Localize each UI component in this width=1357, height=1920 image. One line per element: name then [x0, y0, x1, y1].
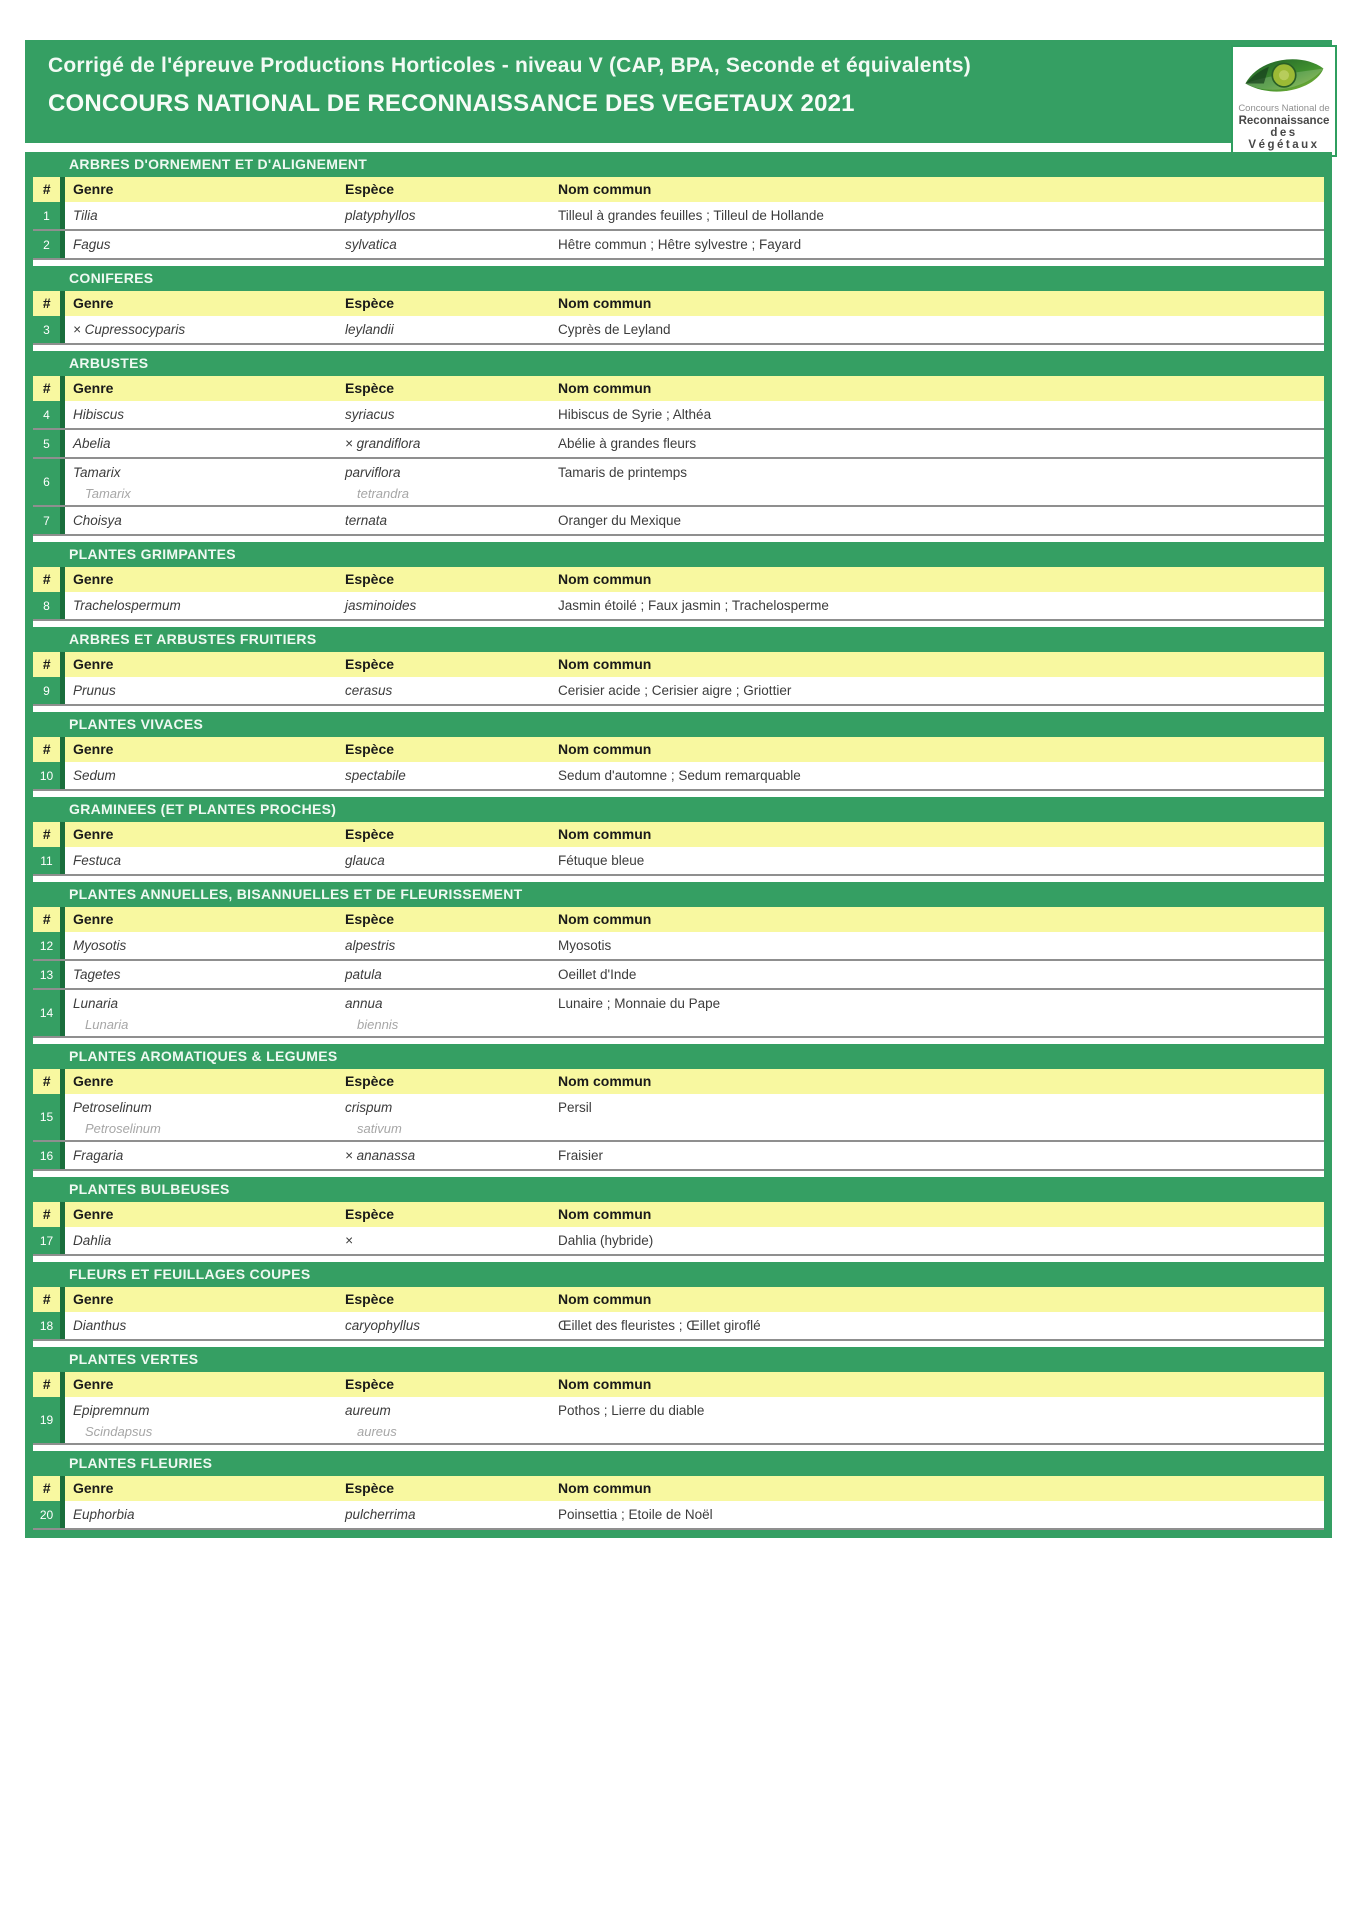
column-header-row	[33, 907, 1324, 932]
table-row	[33, 202, 1324, 231]
document-title: Corrigé de l'épreuve Productions Horticoles - niveau V (CAP, BPA, Seconde et équivalents)	[48, 54, 971, 77]
column-header-nom: Nom commun	[558, 656, 652, 672]
common-name: Jasmin étoilé ; Faux jasmin ; Trachelosperme	[558, 598, 829, 613]
espece-cell	[345, 231, 558, 258]
row-number: 18	[33, 1312, 65, 1339]
genre-accepted: Prunus	[73, 683, 116, 698]
genre-accepted: Abelia	[73, 436, 111, 451]
genre-accepted: Dianthus	[73, 1318, 127, 1333]
row-number: 3	[33, 316, 65, 343]
espece-accepted: pulcherrima	[345, 1507, 416, 1522]
table-section	[33, 266, 1324, 345]
column-header-num: #	[33, 177, 65, 202]
row-number: 17	[33, 1227, 65, 1254]
species-table	[25, 152, 1332, 1538]
column-header-espece: Espèce	[345, 380, 395, 396]
column-header-row	[33, 1069, 1324, 1094]
logo-text-line2: Reconnaissance	[1238, 115, 1330, 127]
row-number: 11	[33, 847, 65, 874]
espece-cell	[345, 990, 558, 1036]
espece-cell	[345, 430, 558, 457]
espece-accepted: × grandiflora	[345, 436, 421, 451]
table-row	[33, 1397, 1324, 1445]
common-name: Poinsettia ; Etoile de Noël	[558, 1507, 713, 1522]
table-row	[33, 677, 1324, 706]
espece-accepted: caryophyllus	[345, 1318, 421, 1333]
common-name-cell	[558, 1501, 1324, 1528]
table-section	[33, 627, 1324, 706]
column-header-genre: Genre	[73, 295, 114, 311]
espece-cell	[345, 1142, 558, 1169]
genre-accepted: Tamarix	[73, 465, 121, 480]
column-header-genre: Genre	[73, 1291, 114, 1307]
row-number: 4	[33, 401, 65, 428]
column-header-espece: Espèce	[345, 656, 395, 672]
column-header-genre: Genre	[73, 181, 114, 197]
common-name: Œillet des fleuristes ; Œillet giroflé	[558, 1318, 761, 1333]
column-header-num: #	[33, 376, 65, 401]
row-number: 20	[33, 1501, 65, 1528]
column-header-num: #	[33, 1287, 65, 1312]
column-header-nom: Nom commun	[558, 1291, 652, 1307]
genre-cell	[65, 401, 345, 428]
column-header-espece: Espèce	[345, 1376, 395, 1392]
row-number: 15	[33, 1094, 65, 1140]
table-section	[33, 351, 1324, 536]
genre-accepted: Festuca	[73, 853, 122, 868]
genre-accepted: × Cupressocyparis	[73, 322, 186, 337]
genre-accepted: Petroselinum	[73, 1100, 152, 1115]
column-header-num: #	[33, 567, 65, 592]
table-row	[33, 316, 1324, 345]
genre-synonym: Lunaria	[85, 1017, 129, 1032]
espece-cell	[345, 762, 558, 789]
section-title: PLANTES FLEURIES	[33, 1451, 1324, 1476]
common-name: Sedum d'automne ; Sedum remarquable	[558, 768, 801, 783]
genre-cell	[65, 202, 345, 229]
column-header-num: #	[33, 1202, 65, 1227]
column-header-genre: Genre	[73, 1376, 114, 1392]
common-name-cell	[558, 1397, 1324, 1443]
column-header-row	[33, 1202, 1324, 1227]
common-name: Cyprès de Leyland	[558, 322, 671, 337]
common-name: Oranger du Mexique	[558, 513, 682, 528]
row-number: 10	[33, 762, 65, 789]
espece-cell	[345, 932, 558, 959]
column-header-row	[33, 1476, 1324, 1501]
section-title: GRAMINEES (ET PLANTES PROCHES)	[33, 797, 1324, 822]
table-row	[33, 430, 1324, 459]
genre-accepted: Sedum	[73, 768, 116, 783]
row-number: 1	[33, 202, 65, 229]
logo-text-line3: des Végétaux	[1248, 127, 1320, 151]
column-header-espece: Espèce	[345, 911, 395, 927]
column-header-genre: Genre	[73, 1480, 114, 1496]
table-row	[33, 231, 1324, 260]
section-title: PLANTES VIVACES	[33, 712, 1324, 737]
common-name: Dahlia (hybride)	[558, 1233, 654, 1248]
espece-cell	[345, 202, 558, 229]
genre-synonym: Petroselinum	[85, 1121, 161, 1136]
espece-accepted: × ananassa	[345, 1148, 416, 1163]
column-header-nom: Nom commun	[558, 1480, 652, 1496]
common-name: Lunaire ; Monnaie du Pape	[558, 996, 721, 1011]
column-header-genre: Genre	[73, 380, 114, 396]
section-title: PLANTES ANNUELLES, BISANNUELLES ET DE FLEURISSEMENT	[33, 882, 1324, 907]
table-row	[33, 507, 1324, 536]
genre-cell	[65, 1094, 345, 1140]
espece-synonym: aureus	[357, 1424, 397, 1439]
contest-logo	[1231, 45, 1337, 157]
column-header-row	[33, 1372, 1324, 1397]
row-number: 8	[33, 592, 65, 619]
row-number: 12	[33, 932, 65, 959]
table-row	[33, 1094, 1324, 1142]
table-section	[33, 1177, 1324, 1256]
column-header-genre: Genre	[73, 1073, 114, 1089]
espece-synonym: biennis	[357, 1017, 399, 1032]
common-name-cell	[558, 961, 1324, 988]
section-title: PLANTES VERTES	[33, 1347, 1324, 1372]
espece-cell	[345, 1501, 558, 1528]
section-title: PLANTES GRIMPANTES	[33, 542, 1324, 567]
espece-accepted: crispum	[345, 1100, 393, 1115]
espece-cell	[345, 1312, 558, 1339]
genre-cell	[65, 677, 345, 704]
table-row	[33, 990, 1324, 1038]
column-header-espece: Espèce	[345, 571, 395, 587]
column-header-row	[33, 567, 1324, 592]
genre-cell	[65, 459, 345, 505]
column-header-nom: Nom commun	[558, 911, 652, 927]
common-name: Persil	[558, 1100, 592, 1115]
column-header-row	[33, 652, 1324, 677]
column-header-genre: Genre	[73, 1206, 114, 1222]
genre-cell	[65, 961, 345, 988]
espece-accepted: platyphyllos	[345, 208, 416, 223]
column-header-nom: Nom commun	[558, 571, 652, 587]
genre-cell	[65, 507, 345, 534]
column-header-nom: Nom commun	[558, 295, 652, 311]
table-row	[33, 847, 1324, 876]
column-header-nom: Nom commun	[558, 380, 652, 396]
row-number: 19	[33, 1397, 65, 1443]
genre-accepted: Fagus	[73, 237, 111, 252]
common-name-cell	[558, 592, 1324, 619]
common-name: Abélie à grandes fleurs	[558, 436, 697, 451]
common-name-cell	[558, 990, 1324, 1036]
espece-cell	[345, 1397, 558, 1443]
common-name-cell	[558, 1227, 1324, 1254]
espece-accepted: syriacus	[345, 407, 395, 422]
section-title: ARBRES D'ORNEMENT ET D'ALIGNEMENT	[33, 152, 1324, 177]
column-header-num: #	[33, 822, 65, 847]
column-header-row	[33, 291, 1324, 316]
column-header-espece: Espèce	[345, 295, 395, 311]
genre-accepted: Trachelospermum	[73, 598, 181, 613]
column-header-nom: Nom commun	[558, 181, 652, 197]
genre-accepted: Euphorbia	[73, 1507, 135, 1522]
common-name: Cerisier acide ; Cerisier aigre ; Griottier	[558, 683, 792, 698]
common-name-cell	[558, 507, 1324, 534]
column-header-nom: Nom commun	[558, 826, 652, 842]
espece-synonym: sativum	[357, 1121, 402, 1136]
genre-cell	[65, 847, 345, 874]
table-row	[33, 762, 1324, 791]
column-header-espece: Espèce	[345, 1206, 395, 1222]
table-section	[33, 152, 1324, 260]
genre-synonym: Tamarix	[85, 486, 131, 501]
table-row	[33, 961, 1324, 990]
genre-cell	[65, 1397, 345, 1443]
espece-cell	[345, 1227, 558, 1254]
column-header-espece: Espèce	[345, 1073, 395, 1089]
espece-accepted: alpestris	[345, 938, 396, 953]
espece-cell	[345, 847, 558, 874]
espece-accepted: jasminoides	[345, 598, 417, 613]
column-header-espece: Espèce	[345, 741, 395, 757]
eye-icon	[1233, 50, 1335, 102]
column-header-num: #	[33, 652, 65, 677]
column-header-nom: Nom commun	[558, 1073, 652, 1089]
column-header-espece: Espèce	[345, 181, 395, 197]
common-name-cell	[558, 847, 1324, 874]
genre-accepted: Fragaria	[73, 1148, 124, 1163]
espece-cell	[345, 677, 558, 704]
genre-synonym: Scindapsus	[85, 1424, 153, 1439]
common-name: Tilleul à grandes feuilles ; Tilleul de Hollande	[558, 208, 824, 223]
row-number: 5	[33, 430, 65, 457]
espece-cell	[345, 459, 558, 505]
table-row	[33, 1501, 1324, 1530]
common-name-cell	[558, 1094, 1324, 1140]
genre-accepted: Epipremnum	[73, 1403, 150, 1418]
column-header-row	[33, 1287, 1324, 1312]
espece-accepted: spectabile	[345, 768, 406, 783]
section-title: ARBRES ET ARBUSTES FRUITIERS	[33, 627, 1324, 652]
genre-cell	[65, 990, 345, 1036]
table-section	[33, 542, 1324, 621]
row-number: 7	[33, 507, 65, 534]
row-number: 2	[33, 231, 65, 258]
genre-accepted: Tagetes	[73, 967, 121, 982]
common-name-cell	[558, 1312, 1324, 1339]
column-header-row	[33, 177, 1324, 202]
table-row	[33, 459, 1324, 507]
table-row	[33, 592, 1324, 621]
column-header-row	[33, 822, 1324, 847]
common-name: Pothos ; Lierre du diable	[558, 1403, 705, 1418]
column-header-espece: Espèce	[345, 1480, 395, 1496]
column-header-espece: Espèce	[345, 1291, 395, 1307]
table-section	[33, 882, 1324, 1038]
column-header-genre: Genre	[73, 911, 114, 927]
espece-cell	[345, 507, 558, 534]
table-section	[33, 1451, 1324, 1530]
espece-accepted: sylvatica	[345, 237, 397, 252]
logo-text-line1: Concours National de	[1238, 103, 1330, 114]
table-section	[33, 712, 1324, 791]
genre-cell	[65, 1501, 345, 1528]
table-section	[33, 797, 1324, 876]
column-header-num: #	[33, 1476, 65, 1501]
column-header-nom: Nom commun	[558, 741, 652, 757]
genre-cell	[65, 762, 345, 789]
espece-accepted: cerasus	[345, 683, 393, 698]
column-header-genre: Genre	[73, 571, 114, 587]
common-name-cell	[558, 202, 1324, 229]
genre-cell	[65, 316, 345, 343]
espece-cell	[345, 1094, 558, 1140]
genre-cell	[65, 932, 345, 959]
table-section	[33, 1262, 1324, 1341]
espece-accepted: glauca	[345, 853, 385, 868]
common-name-cell	[558, 401, 1324, 428]
table-row	[33, 401, 1324, 430]
genre-accepted: Hibiscus	[73, 407, 125, 422]
genre-accepted: Lunaria	[73, 996, 119, 1011]
section-title: PLANTES AROMATIQUES & LEGUMES	[33, 1044, 1324, 1069]
genre-accepted: Tilia	[73, 208, 98, 223]
genre-cell	[65, 231, 345, 258]
espece-accepted: parviflora	[345, 465, 401, 480]
espece-accepted: annua	[345, 996, 383, 1011]
common-name: Myosotis	[558, 938, 612, 953]
common-name-cell	[558, 762, 1324, 789]
genre-cell	[65, 1142, 345, 1169]
genre-accepted: Myosotis	[73, 938, 127, 953]
genre-cell	[65, 1227, 345, 1254]
espece-accepted: ×	[345, 1233, 353, 1248]
common-name-cell	[558, 316, 1324, 343]
table-section	[33, 1347, 1324, 1445]
common-name-cell	[558, 430, 1324, 457]
column-header-num: #	[33, 737, 65, 762]
genre-cell	[65, 1312, 345, 1339]
genre-cell	[65, 592, 345, 619]
section-title: PLANTES BULBEUSES	[33, 1177, 1324, 1202]
section-title: FLEURS ET FEUILLAGES COUPES	[33, 1262, 1324, 1287]
column-header-num: #	[33, 1372, 65, 1397]
espece-synonym: tetrandra	[357, 486, 410, 501]
espece-cell	[345, 401, 558, 428]
genre-accepted: Dahlia	[73, 1233, 112, 1248]
row-number: 6	[33, 459, 65, 505]
row-number: 16	[33, 1142, 65, 1169]
espece-accepted: ternata	[345, 513, 388, 528]
table-row	[33, 1312, 1324, 1341]
section-title: CONIFERES	[33, 266, 1324, 291]
table-section	[33, 1044, 1324, 1171]
common-name-cell	[558, 677, 1324, 704]
espece-cell	[345, 592, 558, 619]
common-name-cell	[558, 459, 1324, 505]
column-header-num: #	[33, 907, 65, 932]
espece-accepted: leylandii	[345, 322, 394, 337]
common-name: Tamaris de printemps	[558, 465, 688, 480]
espece-accepted: patula	[345, 967, 382, 982]
column-header-num: #	[33, 291, 65, 316]
common-name: Oeillet d'Inde	[558, 967, 637, 982]
document-subtitle: CONCOURS NATIONAL DE RECONNAISSANCE DES VEGETAUX 2021	[48, 90, 855, 117]
common-name-cell	[558, 231, 1324, 258]
espece-cell	[345, 316, 558, 343]
row-number: 14	[33, 990, 65, 1036]
column-header-nom: Nom commun	[558, 1376, 652, 1392]
section-title: ARBUSTES	[33, 351, 1324, 376]
column-header-row	[33, 376, 1324, 401]
genre-cell	[65, 430, 345, 457]
espece-accepted: aureum	[345, 1403, 391, 1418]
row-number: 13	[33, 961, 65, 988]
column-header-espece: Espèce	[345, 826, 395, 842]
column-header-nom: Nom commun	[558, 1206, 652, 1222]
column-header-genre: Genre	[73, 656, 114, 672]
genre-accepted: Choisya	[73, 513, 122, 528]
common-name: Hibiscus de Syrie ; Althéa	[558, 407, 712, 422]
espece-cell	[345, 961, 558, 988]
table-row	[33, 1142, 1324, 1171]
table-row	[33, 1227, 1324, 1256]
common-name: Fétuque bleue	[558, 853, 645, 868]
common-name: Hêtre commun ; Hêtre sylvestre ; Fayard	[558, 237, 802, 252]
row-number: 9	[33, 677, 65, 704]
column-header-row	[33, 737, 1324, 762]
common-name-cell	[558, 932, 1324, 959]
column-header-genre: Genre	[73, 741, 114, 757]
table-row	[33, 932, 1324, 961]
common-name: Fraisier	[558, 1148, 604, 1163]
document-header-banner	[25, 40, 1332, 143]
common-name-cell	[558, 1142, 1324, 1169]
column-header-genre: Genre	[73, 826, 114, 842]
column-header-num: #	[33, 1069, 65, 1094]
